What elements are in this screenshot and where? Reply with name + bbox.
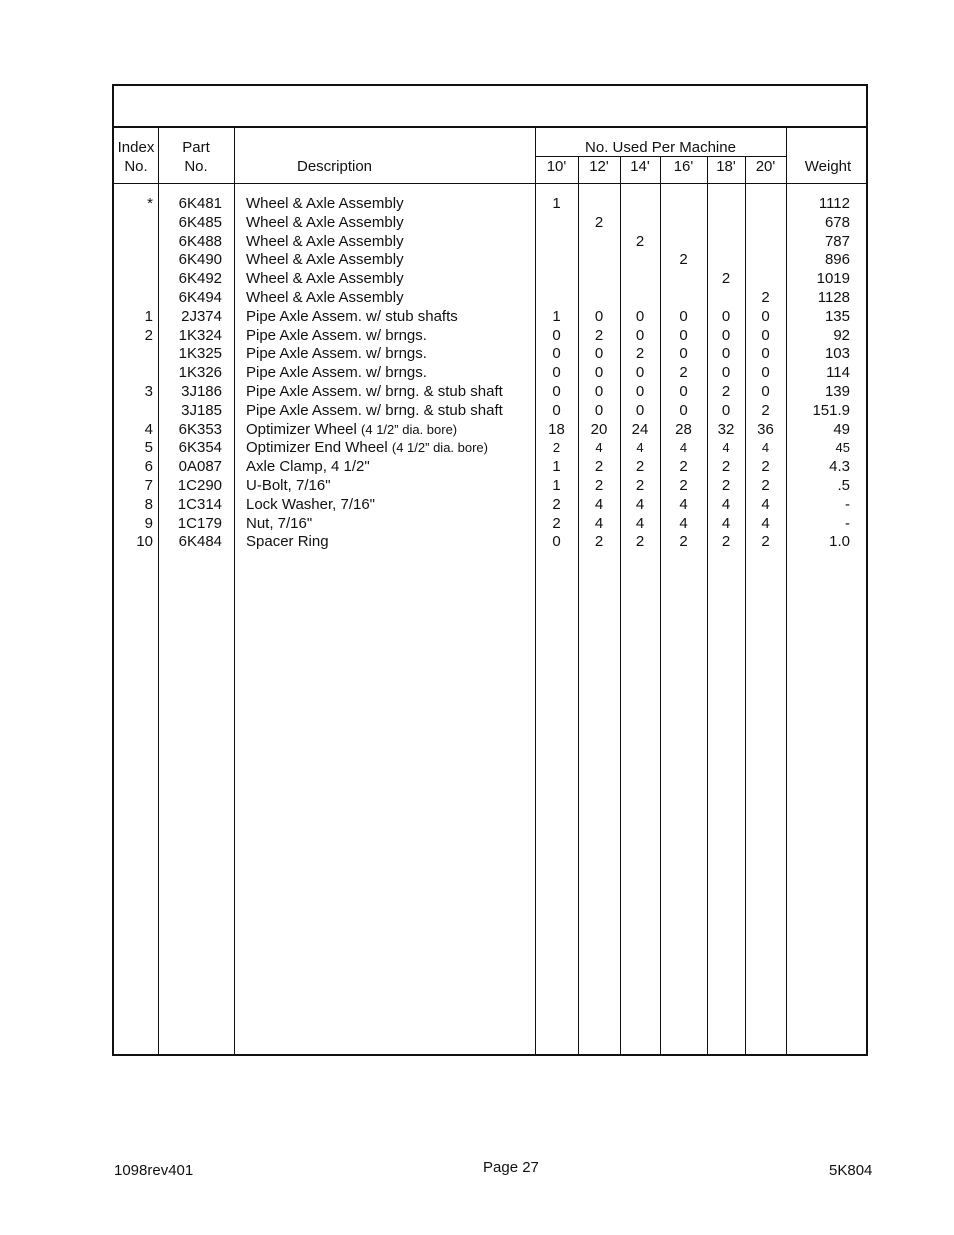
row-qty-10: 2 [552,440,561,456]
row-weight: 4.3 [829,458,850,476]
row-weight: 896 [824,251,850,269]
row-description [246,289,531,308]
row-qty-10: 0 [552,383,561,400]
row-description [246,327,531,346]
row-qty-10: 0 [552,364,561,382]
row-qty-10: 0 [552,326,561,344]
row-qty-20: 2 [761,289,770,306]
row-qty-18: 0 [721,307,731,325]
row-index: 2 [144,326,153,344]
row-qty-20: 2 [761,458,770,476]
row-description-note: (4 1/2” dia. bore) [391,440,488,456]
row-qty-10: 1 [552,458,561,476]
row-description-text: Wheel & Axle Assembly [246,213,404,231]
row-weight: 103 [824,345,850,363]
row-qty-20: 0 [761,345,770,363]
row-description-text: Wheel & Axle Assembly [246,270,404,288]
row-qty-18: 2 [721,477,731,494]
row-qty-20: 36 [757,420,774,438]
row-qty-20: 4 [761,495,770,513]
row-description-text: Wheel & Axle Assembly [246,251,404,269]
header-weight: Weight [804,158,852,175]
header-used-per-machine: No. Used Per Machine [585,139,736,156]
row-qty-10: 1 [552,307,561,325]
row-part-number: 3J186 [181,383,222,400]
row-qty-16: 4 [679,495,688,513]
row-qty-14: 2 [635,533,645,551]
row-qty-12: 4 [594,514,604,532]
row-weight: 1112 [818,195,850,212]
row-qty-12: 0 [594,345,604,363]
row-qty-16: 28 [675,420,692,438]
row-description [246,533,531,552]
row-qty-12: 0 [594,383,604,400]
row-description [246,458,531,477]
row-index: 6 [144,458,153,476]
row-qty-12: 2 [594,458,604,476]
row-qty-16: 2 [679,458,688,476]
row-description [246,439,531,458]
row-description-text: U-Bolt, 7/16" [246,477,331,494]
row-description [246,477,531,496]
row-part-number: 6K494 [178,289,222,306]
row-qty-14: 0 [635,307,645,325]
row-description-text: Lock Washer, 7/16" [246,495,376,513]
row-qty-10: 18 [548,420,565,438]
row-weight: 787 [824,232,850,250]
row-weight: .5 [837,477,850,494]
divider-10 [578,156,579,1054]
row-qty-12: 0 [594,364,604,382]
row-index: 4 [144,420,153,438]
row-qty-16: 0 [679,307,688,325]
row-part-number: 6K488 [178,232,222,250]
row-description-text: Pipe Axle Assem. w/ stub shafts [246,307,458,325]
row-part-number: 1K324 [178,326,222,344]
header-index-line1: Index [117,139,155,156]
row-qty-20: 0 [761,383,770,400]
row-qty-12: 2 [594,326,604,344]
row-description-text: Pipe Axle Assem. w/ brng. & stub shaft [246,383,503,400]
row-qty-20: 4 [761,440,770,456]
row-qty-12: 0 [594,307,604,325]
row-qty-18: 0 [721,401,731,419]
row-description [246,421,531,440]
row-part-number: 1C314 [177,495,222,513]
row-weight: 45 [835,440,850,456]
row-description-text: Optimizer Wheel [246,420,362,438]
row-qty-14: 2 [635,458,645,476]
row-weight: 139 [824,383,850,400]
row-qty-10: 0 [552,533,561,551]
header-index-line2: No. [124,158,148,175]
title-band [114,86,866,128]
row-qty-16: 2 [679,477,688,494]
row-qty-10: 0 [552,401,561,419]
divider-part [234,128,235,1054]
row-part-number: 6K484 [178,533,222,551]
row-weight: 49 [833,420,850,438]
row-weight: 1.0 [829,533,850,551]
row-qty-18: 32 [717,420,735,438]
row-qty-16: 4 [679,514,688,532]
row-qty-14: 2 [635,477,645,494]
row-part-number: 1K326 [178,364,222,382]
row-description [246,195,531,214]
row-qty-18: 0 [721,345,731,363]
row-qty-18: 2 [721,458,731,476]
row-description [246,308,531,327]
row-qty-18: 4 [722,440,730,456]
row-description [246,496,531,515]
row-qty-20: 0 [761,364,770,382]
row-weight: 151.9 [812,401,850,419]
row-qty-14: 0 [635,401,645,419]
row-qty-16: 0 [679,383,688,400]
row-qty-20: 0 [761,326,770,344]
row-description-text: Pipe Axle Assem. w/ brngs. [246,345,427,363]
row-part-number: 6K490 [178,251,222,269]
row-description [246,364,531,383]
row-index: 7 [144,477,153,494]
header-size-14: 14' [630,158,650,175]
row-weight: 1019 [816,270,850,288]
row-weight: - [845,495,850,513]
row-part-number: 6K354 [178,439,222,457]
header-index [114,138,158,176]
row-qty-16: 4 [679,440,688,456]
row-qty-20: 2 [761,477,770,494]
row-qty-18: 2 [721,270,731,288]
divider-16 [707,156,708,1054]
row-qty-10: 0 [552,345,561,363]
row-weight: 92 [833,326,850,344]
row-qty-16: 2 [679,533,688,551]
row-qty-18: 0 [721,326,731,344]
row-description-text: Wheel & Axle Assembly [246,232,404,250]
row-part-number: 1C290 [177,477,222,494]
row-qty-16: 0 [679,345,688,363]
row-description [246,214,531,233]
row-qty-14: 4 [635,495,645,513]
row-description-text: Pipe Axle Assem. w/ brngs. [246,326,427,344]
row-index: 3 [144,383,153,400]
row-description [246,345,531,364]
row-description-text: Spacer Ring [246,533,329,551]
row-description-text: Wheel & Axle Assembly [246,195,404,212]
footer-revision: 1098rev401 [114,1162,194,1179]
row-qty-18: 0 [721,364,731,382]
footer-page-number: Page 27 [483,1159,539,1176]
row-description-text: Pipe Axle Assem. w/ brng. & stub shaft [246,401,503,419]
header-description: Description [296,158,373,175]
header-size-12: 12' [589,158,609,175]
header-size-18: 18' [716,158,736,175]
header-rule [114,183,866,184]
row-description-text: Axle Clamp, 4 1/2" [246,458,370,476]
row-qty-12: 2 [594,477,604,494]
row-qty-20: 0 [761,307,770,325]
footer-form-number: 5K804 [829,1162,873,1179]
row-weight: 135 [824,307,850,325]
row-qty-10: 1 [552,195,561,212]
row-qty-12: 20 [590,420,608,438]
row-qty-16: 2 [679,251,688,269]
row-qty-10: 2 [552,495,561,513]
row-description-text: Nut, 7/16" [246,514,313,532]
header-size-20: 20' [755,158,776,175]
row-description [246,233,531,252]
row-qty-12: 0 [594,401,604,419]
row-qty-14: 4 [635,514,645,532]
row-description [246,515,531,534]
divider-12 [620,156,621,1054]
header-size-16: 16' [673,158,694,175]
row-qty-10: 2 [552,514,561,532]
row-qty-18: 2 [721,533,731,551]
header-size-10: 10' [546,158,567,175]
row-part-number: 6K353 [178,420,222,438]
row-qty-20: 2 [761,533,770,551]
row-qty-16: 2 [679,364,688,382]
row-qty-14: 0 [635,326,645,344]
row-description [246,270,531,289]
row-description [246,383,531,402]
header-part [158,138,234,176]
header-part-line1: Part [182,139,210,156]
row-qty-20: 4 [761,514,770,532]
row-qty-14: 0 [635,383,645,400]
row-qty-14: 2 [635,345,645,363]
row-qty-14: 2 [635,232,645,250]
parts-table-frame [112,84,868,1056]
divider-14 [660,156,661,1054]
row-index: 1 [144,307,153,325]
header-part-line2: No. [184,158,208,175]
row-weight: 1128 [817,289,850,306]
row-weight: 678 [824,213,850,231]
row-qty-12: 4 [594,495,604,513]
row-description-text: Wheel & Axle Assembly [246,289,404,306]
row-part-number: 1K325 [178,345,222,363]
row-part-number: 6K481 [178,195,222,212]
row-index: * [147,195,153,212]
row-qty-16: 0 [679,326,688,344]
row-index: 9 [144,514,153,532]
row-qty-10: 1 [552,477,561,494]
row-qty-12: 2 [594,533,604,551]
row-part-number: 1C179 [177,514,222,532]
row-index: 10 [136,533,153,551]
row-qty-18: 4 [721,495,731,513]
row-part-number: 6K485 [178,213,222,231]
row-description-text: Optimizer End Wheel [246,439,392,457]
row-qty-18: 2 [721,383,731,400]
row-index: 5 [144,439,153,457]
row-qty-16: 0 [679,401,688,419]
row-qty-18: 4 [721,514,731,532]
row-index: 8 [144,495,153,513]
row-qty-14: 4 [636,440,644,456]
row-qty-20: 2 [761,401,770,419]
row-part-number: 3J185 [181,401,222,419]
row-part-number: 2J374 [181,307,222,325]
divider-description [535,128,536,1054]
row-qty-12: 2 [594,213,604,231]
row-description [246,251,531,270]
row-weight: - [845,514,850,532]
row-part-number: 6K492 [178,270,222,288]
row-qty-14: 0 [635,364,645,382]
row-description [246,402,531,421]
row-weight: 114 [826,364,850,382]
row-part-number: 0A087 [178,458,222,476]
row-qty-14: 24 [631,420,649,438]
row-description-text: Pipe Axle Assem. w/ brngs. [246,364,427,382]
row-description-note: (4 1/2” dia. bore) [361,421,458,437]
row-qty-12: 4 [595,440,603,456]
